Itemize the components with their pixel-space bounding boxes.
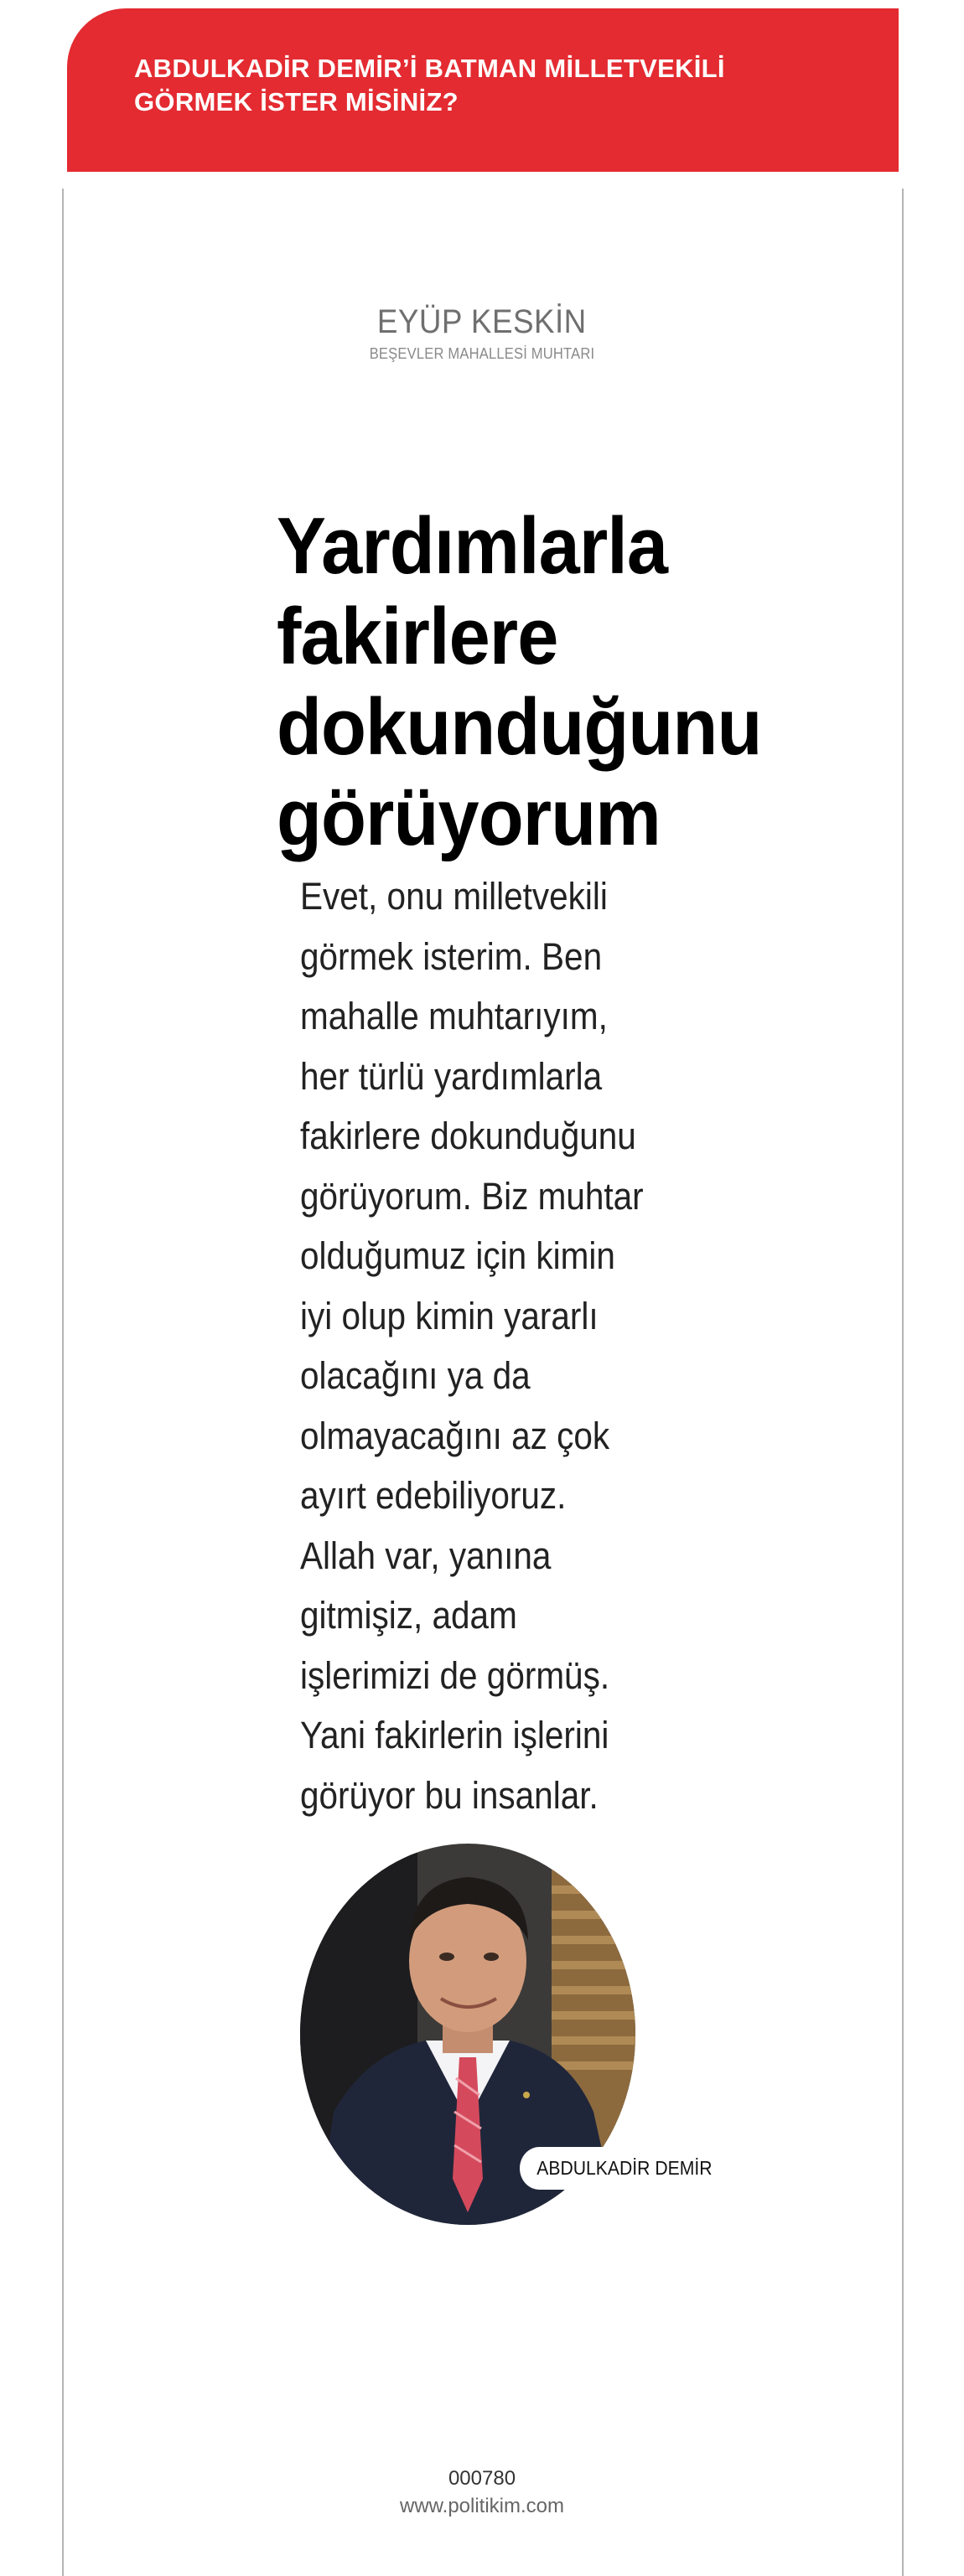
frame-right-border — [902, 189, 904, 2576]
website-link[interactable]: www.politikim.com — [399, 2495, 565, 2517]
author-role: BEŞEVLER MAHALLESİ MUHTARI — [369, 345, 595, 362]
header-banner — [67, 8, 899, 172]
page-code: 000780 — [448, 2467, 516, 2490]
photo-caption: ABDULKADİR DEMİR — [520, 2147, 729, 2190]
page-footer — [0, 2465, 964, 2521]
banner-title: ABDULKADİR DEMİR’İ BATMAN MİLLETVEKİLİ GÖRMEK İSTER MİSİNİZ? — [134, 54, 725, 116]
frame-left-border — [62, 189, 64, 2576]
author-name: EYÜP KESKİN — [377, 303, 587, 340]
author-block — [0, 302, 964, 363]
article-headline: Yardımlarla fakirlere dokunduğunu görüyorum — [277, 501, 762, 862]
article-body: Evet, onu milletvekili görmek isterim. Ben mahalle muhtarıyım, her türlü yardımlarla fakirlere dokunduğunu görüyorum. Biz muhtar olduğumuz için kimin iyi olup kimin yararlı olacağını ya da olmayacağını az çok ayırt edebiliyoruz. Allah var, yanına gitmişiz, adam işlerimizi de görmüş. Yani fakirlerin işlerini görüyor bu insanlar. — [300, 875, 644, 1817]
